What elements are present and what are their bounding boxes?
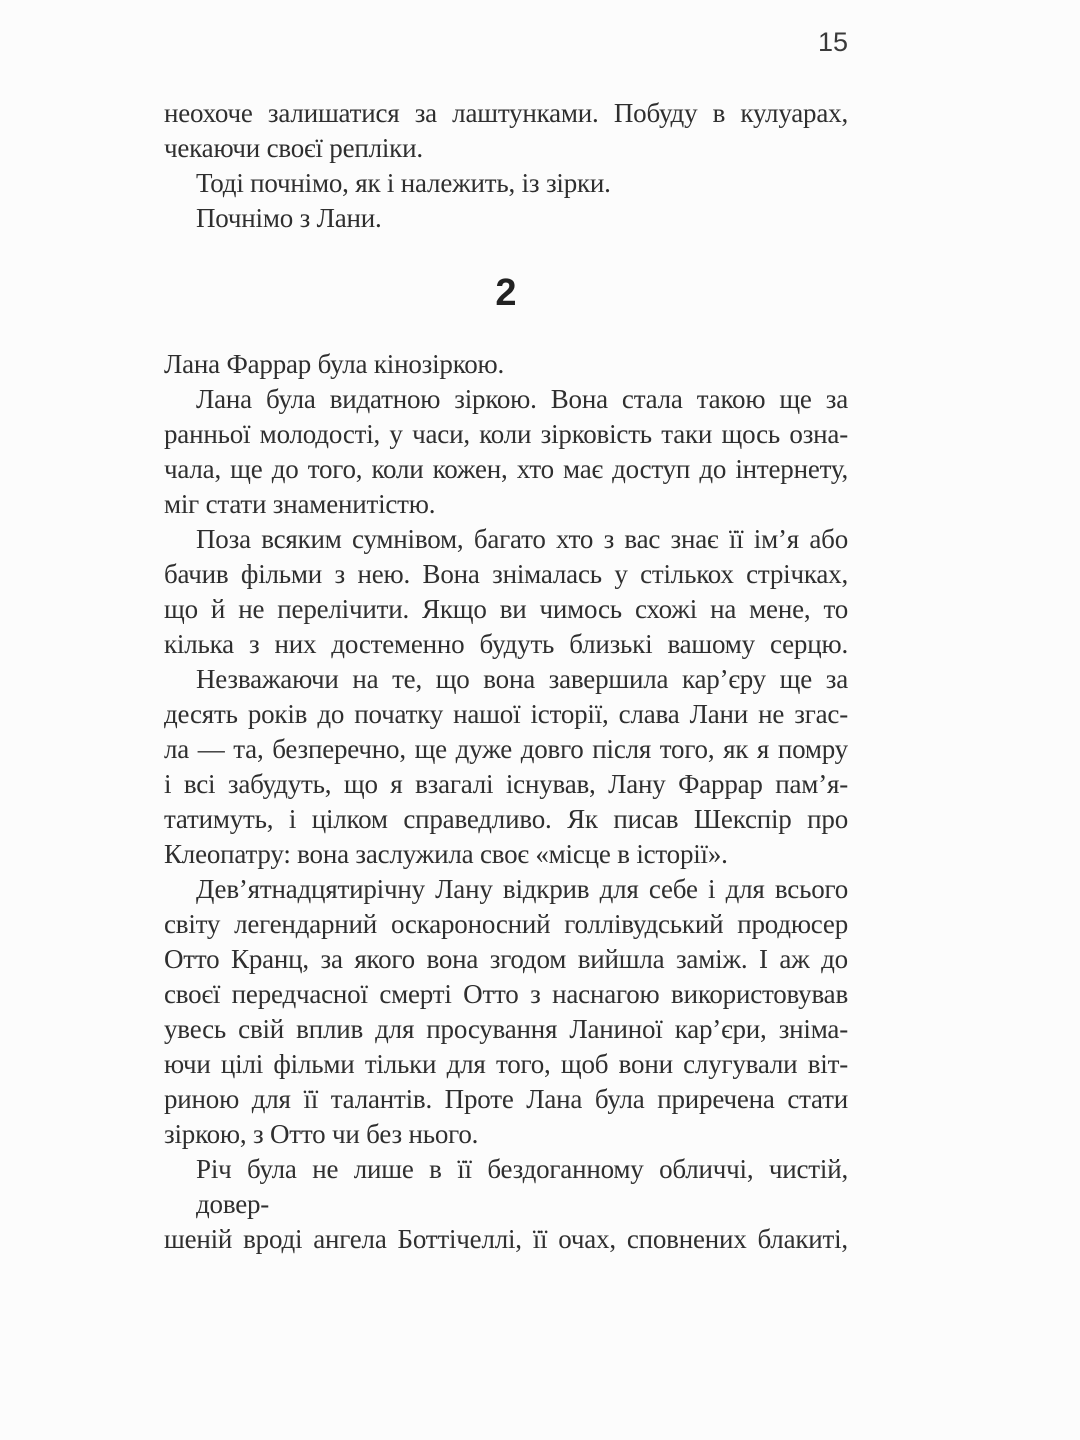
text-line: ранньої молодості, у часи, коли зірковість таки щось озна- bbox=[164, 419, 848, 449]
text-line: Дев’ятнадцятирічну Лану відкрив для себе і для всього bbox=[196, 874, 848, 904]
text-line: татимуть, і цілком справедливо. Як писав Шекспір про bbox=[164, 804, 848, 834]
text-line: кілька з них достеменно будуть близькі вашому серцю. bbox=[164, 629, 848, 659]
text-line: зіркою, з Отто чи без нього. bbox=[164, 1119, 479, 1149]
text-line: Клеопатру: вона заслужила своє «місце в історії». bbox=[164, 839, 728, 869]
text-line: Тоді почнімо, як і належить, із зірки. bbox=[196, 168, 611, 198]
text-line: Незважаючи на те, що вона завершила кар’єру ще за bbox=[196, 664, 848, 694]
text-line: чекаючи своєї репліки. bbox=[164, 133, 423, 163]
paragraph-block bbox=[164, 96, 848, 236]
text-line: міг стати знаменитістю. bbox=[164, 489, 436, 519]
text-line: Поза всяким сумнівом, багато хто з вас знає її ім’я або bbox=[196, 524, 848, 554]
text-column bbox=[164, 96, 848, 1257]
text-line: десять років до початку нашої історії, слава Лани не згас- bbox=[164, 699, 848, 729]
text-line: Лана була видатною зіркою. Вона стала такою ще за bbox=[196, 384, 848, 414]
text-line: неохоче залишатися за лаштунками. Побуду в кулуарах, bbox=[164, 98, 848, 128]
text-line: що й не перелічити. Якщо ви чимось схожі на мене, то bbox=[164, 594, 848, 624]
text-line: риною для її талантів. Проте Лана була приречена стати bbox=[164, 1084, 848, 1114]
page-number: 15 bbox=[817, 27, 848, 57]
text-line: увесь свій вплив для просування Ланиної кар’єри, зніма- bbox=[164, 1014, 848, 1044]
text-line: своєї передчасної смерті Отто з наснагою використовував bbox=[164, 979, 848, 1009]
text-line: і всі забудуть, що я взагалі існував, Лану Фаррар пам’я- bbox=[164, 769, 848, 799]
text-line: Почнімо з Лани. bbox=[196, 203, 382, 233]
chapter-number: 2 bbox=[495, 272, 517, 314]
text-line: чала, ще до того, коли кожен, хто має доступ до інтернету, bbox=[164, 454, 848, 484]
text-line: світу легендарний оскароносний голлівудський продюсер bbox=[164, 909, 848, 939]
text-line: шеній вроді ангела Боттічеллі, її очах, сповнених блакиті, bbox=[164, 1224, 848, 1254]
paragraph-block bbox=[164, 347, 848, 1257]
text-line: Отто Кранц, за якого вона згодом вийшла заміж. І аж до bbox=[164, 944, 848, 974]
text-line: Річ була не лише в її бездоганному обличчі, чистій, довер- bbox=[196, 1154, 848, 1219]
text-line: бачив фільми з нею. Вона знімалась у стількох стрічках, bbox=[164, 559, 848, 589]
text-line: Лана Фаррар була кінозіркою. bbox=[164, 349, 505, 379]
text-line: ючи цілі фільми тільки для того, щоб вони слугували віт- bbox=[164, 1049, 848, 1079]
text-line: ла — та, безперечно, ще дуже довго після того, як я помру bbox=[164, 734, 848, 764]
